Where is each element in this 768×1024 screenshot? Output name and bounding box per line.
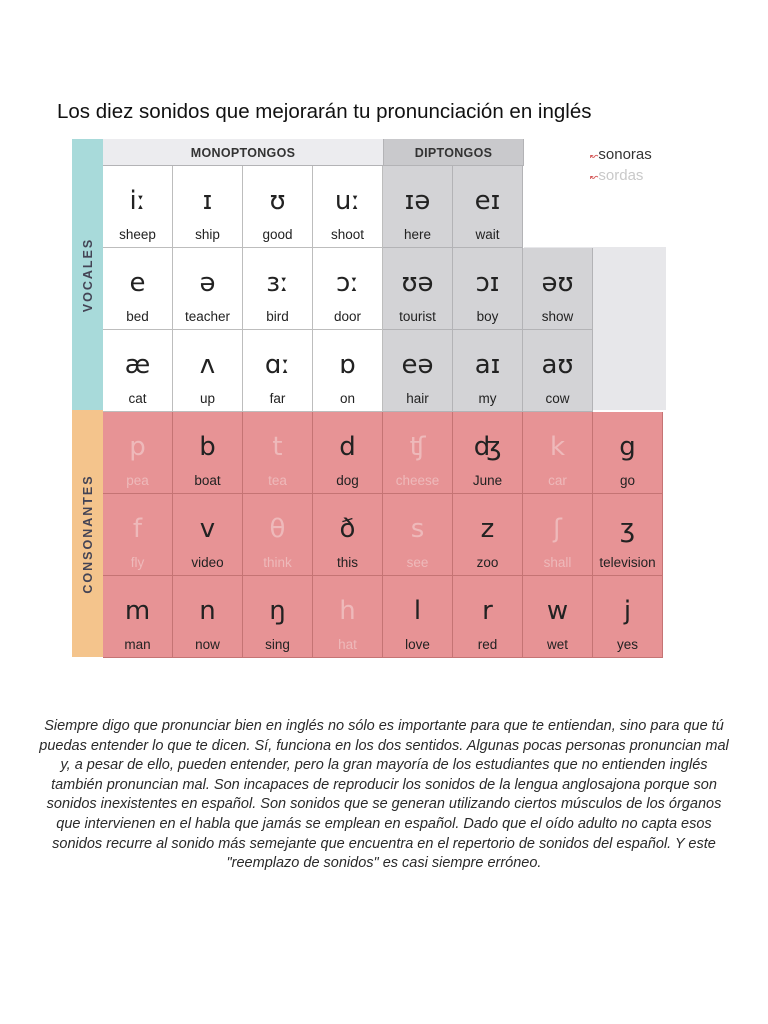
phoneme-symbol: ʊə [401,268,434,298]
example-word: now [195,637,220,652]
phoneme-symbol: eɪ [474,186,501,216]
sound-cell [103,494,173,576]
phoneme-symbol: uː [334,186,361,216]
example-word: sing [265,637,290,652]
example-word: pea [126,473,149,488]
sound-cell [593,412,663,494]
phoneme-symbol: ɒ [339,350,356,380]
sound-cell [103,248,173,330]
example-word: wet [546,637,568,652]
sound-cell [103,412,173,494]
example-word: car [548,473,567,488]
sound-cell [383,412,453,494]
example-word: go [619,473,636,488]
example-word: dog [336,473,359,488]
legend [590,145,652,187]
sound-cell [243,166,313,248]
phoneme-symbol: z [480,514,495,544]
phoneme-symbol: θ [269,514,286,544]
legend-marker-icon: ↜ [590,172,599,183]
sound-cell [243,494,313,576]
phoneme-symbol: æ [124,350,151,380]
legend-sonoras: ↜sonoras [590,146,652,163]
phoneme-symbol: w [546,596,569,626]
phoneme-symbol: m [124,596,151,626]
sound-cell [453,166,523,248]
legend-sordas: ↜sordas [590,167,644,184]
sound-cell [523,412,593,494]
example-word: think [263,555,292,570]
example-word: television [599,555,656,570]
phoneme-symbol: e [129,268,146,298]
phoneme-symbol: ʤ [473,432,502,462]
sound-cell [313,412,383,494]
example-word: boy [476,309,499,324]
sound-cell [453,248,523,330]
consonantes-label: CONSONANTES [80,473,95,594]
example-word: show [541,309,574,324]
sound-cell [523,248,593,330]
sound-cell [313,494,383,576]
sound-cell [453,412,523,494]
body-paragraph: Siempre digo que pronunciar bien en inglés no sólo es importante para que te entiendan, sino para que tú puedas entender lo que te dicen. Sí, funciona en los dos sentidos. Algunas pocas personas pronuncian mal y, a pesar de ello, pueden entender, pero la gran mayoría de los estudiantes que no entienden inglés también pronuncian mal. Son incapaces de reproducir los sonidos de la lengua anglosajona porque son sonidos inexistentes en español. Son sonidos que se generan utilizando ciertos músculos de los órganos que intervienen en el habla que jamás se emplean en español. Dado que el oído adulto no capta esos sonidos recurre al sonido más semejante que encuentra en el repertorio de sonidos del español. Y este "reemplazo de sonidos" es casi siempre erróneo. [39,718,729,872]
example-word: bed [126,309,149,324]
phoneme-symbol: r [482,596,493,626]
phoneme-symbol: v [199,514,216,544]
phoneme-symbol: d [339,432,356,462]
example-word: tea [268,473,287,488]
sound-cell [103,330,173,412]
sound-cell [383,494,453,576]
phoneme-symbol: k [549,432,566,462]
phoneme-symbol: l [413,596,422,626]
example-word: June [472,473,503,488]
sound-cell [173,494,243,576]
phoneme-symbol: ʃ [553,514,562,544]
phoneme-symbol: t [272,432,283,462]
sound-cell [593,576,663,658]
sound-cell [173,576,243,658]
phoneme-symbol: ŋ [269,596,286,626]
consonantes-band [72,410,103,657]
phoneme-symbol: aʊ [541,350,574,380]
page-title: Los diez sonidos que mejorarán tu pronunciación en inglés [57,100,592,123]
phoneme-symbol: iː [129,186,146,216]
sound-cell [243,576,313,658]
phoneme-symbol: b [199,432,216,462]
example-word: cow [545,391,570,406]
example-word: hat [338,637,357,652]
example-word: cat [128,391,147,406]
phoneme-symbol: ʊ [269,186,286,216]
example-word: far [269,391,286,406]
phoneme-symbol: ɪ [202,186,213,216]
phoneme-symbol: ʌ [199,350,216,380]
example-word: my [478,391,497,406]
example-word: fly [130,555,145,570]
example-word: see [406,555,429,570]
example-word: hair [406,391,429,406]
sound-cell [103,576,173,658]
sound-cell [173,330,243,412]
example-word: door [333,309,362,324]
sound-cell [383,248,453,330]
sound-cell [453,330,523,412]
phoneme-symbol: ɑː [264,350,291,380]
phoneme-symbol: eə [401,350,434,380]
example-word: zoo [476,555,499,570]
sound-cell [383,330,453,412]
phoneme-symbol: aɪ [474,350,501,380]
sound-cell [523,330,593,412]
phoneme-symbol: g [619,432,636,462]
example-word: good [262,227,293,242]
example-word: red [477,637,498,652]
vocales-label: VOCALES [80,237,95,312]
sound-cell [313,248,383,330]
phoneme-symbol: ʒ [619,514,636,544]
phoneme-symbol: ɔɪ [475,268,500,298]
sound-cell [453,494,523,576]
phoneme-symbol: n [199,596,216,626]
phoneme-symbol: ɜː [266,268,289,298]
example-word: here [403,227,432,242]
sound-cell [103,166,173,248]
example-word: up [199,391,216,406]
example-word: teacher [184,309,231,324]
example-word: bird [266,309,289,324]
sound-cell [313,576,383,658]
sound-cell [523,494,593,576]
sound-cell [243,248,313,330]
example-word: boat [194,473,221,488]
legend-marker-icon: ↜ [590,151,599,162]
sound-cell [173,412,243,494]
example-word: tourist [399,309,436,324]
sound-cell [453,576,523,658]
phoneme-symbol: əʊ [541,268,574,298]
example-word: shall [543,555,572,570]
sound-cell [313,166,383,248]
phonetic-chart [72,139,666,657]
sound-cell [593,494,663,576]
phoneme-symbol: ʧ [409,432,426,462]
phoneme-symbol: j [623,596,632,626]
sound-cell [523,576,593,658]
example-word: yes [616,637,638,652]
example-word: man [124,637,151,652]
sound-cell [383,166,453,248]
phoneme-symbol: f [132,514,143,544]
diptongos-header: DIPTONGOS [384,139,524,166]
phoneme-symbol: ɪə [404,186,431,216]
example-word: ship [195,227,220,242]
example-word: on [339,391,356,406]
phoneme-symbol: h [339,596,356,626]
sound-cell [173,166,243,248]
sound-cell [173,248,243,330]
phoneme-symbol: p [129,432,146,462]
phoneme-symbol: ɔː [335,268,360,298]
vocales-band [72,139,103,410]
example-word: wait [475,227,500,242]
monoptongos-header: MONOPTONGOS [103,139,384,166]
example-word: love [405,637,430,652]
sound-cell [243,412,313,494]
phoneme-symbol: ð [339,514,356,544]
example-word: cheese [395,473,440,488]
example-word: shoot [330,227,365,242]
sound-cell [243,330,313,412]
sound-cell [383,576,453,658]
sound-cell [313,330,383,412]
example-word: sheep [119,227,156,242]
phoneme-symbol: s [410,514,425,544]
phoneme-symbol: ə [199,268,216,298]
example-word: this [336,555,358,570]
example-word: video [191,555,224,570]
